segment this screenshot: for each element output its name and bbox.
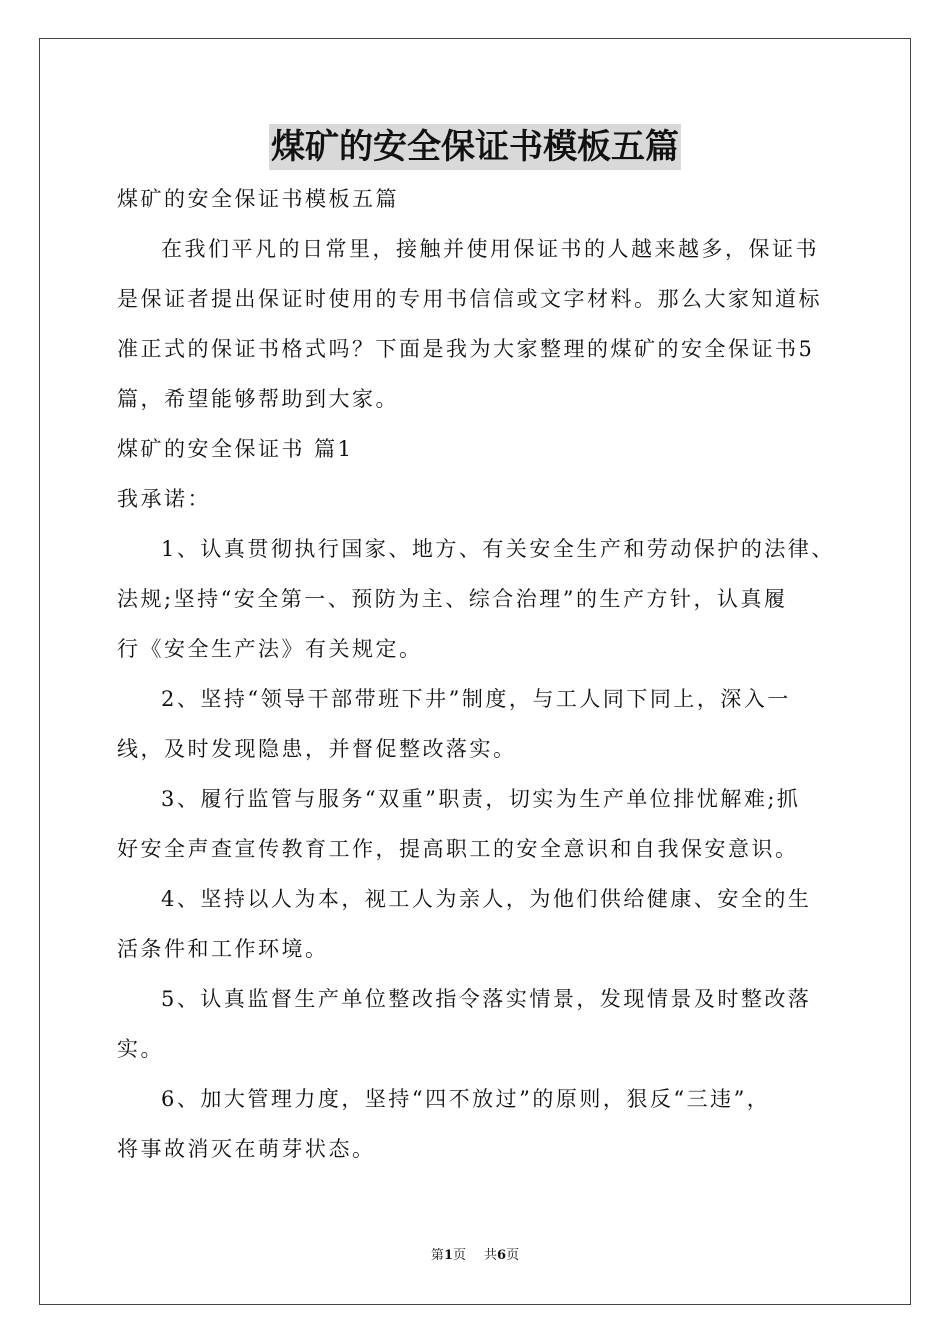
document-body — [117, 174, 837, 1174]
body-line: 1、认真贯彻执行国家、地方、有关安全生产和劳动保护的法律、 — [161, 537, 835, 561]
body-line: 4、坚持以人为本，视工人为亲人，为他们供给健康、安全的生 — [161, 887, 812, 911]
body-line: 准正式的保证书格式吗？下面是我为大家整理的煤矿的安全保证书5 — [117, 337, 815, 361]
body-line: 篇，希望能够帮助到大家。 — [117, 387, 399, 411]
document-title: 煤矿的安全保证书模板五篇 — [269, 124, 681, 170]
title-container — [0, 124, 950, 170]
body-line: 3、履行监管与服务“双重”职责，切实为生产单位排忧解难;抓 — [161, 787, 801, 811]
body-line: 法规;坚持“安全第一、预防为主、综合治理”的生产方针，认真履 — [117, 587, 788, 611]
body-line: 在我们平凡的日常里，接触并使用保证书的人越来越多，保证书 — [161, 237, 819, 261]
body-line: 活条件和工作环境。 — [117, 937, 329, 961]
body-line: 是保证者提出保证时使用的专用书信信或文字材料。那么大家知道标 — [117, 287, 822, 311]
page-total: 6 — [497, 1248, 507, 1263]
total-suffix: 页 — [506, 1248, 520, 1263]
body-line: 煤矿的安全保证书模板五篇 — [117, 187, 399, 211]
body-line: 5、认真监督生产单位整改指令落实情景，发现情景及时整改落 — [161, 987, 812, 1011]
body-line: 线，及时发现隐患，并督促整改落实。 — [117, 737, 517, 761]
body-line: 2、坚持“领导干部带班下井”制度，与工人同下同上，深入一 — [161, 687, 791, 711]
section-heading: 煤矿的安全保证书 篇1 — [117, 437, 354, 461]
page-prefix: 第 — [430, 1248, 444, 1263]
page-footer — [0, 1247, 950, 1265]
body-line: 行《安全生产法》有关规定。 — [117, 637, 423, 661]
page-current: 1 — [443, 1248, 453, 1263]
body-line: 我承诺： — [117, 487, 211, 511]
page-suffix: 页 — [452, 1248, 466, 1263]
body-line: 6、加大管理力度，坚持“四不放过”的原则，狠反“三违”， — [161, 1087, 771, 1111]
body-line: 将事故消灭在萌芽状态。 — [117, 1137, 376, 1161]
total-prefix: 共 — [484, 1248, 498, 1263]
body-line: 好安全声查宣传教育工作，提高职工的安全意识和自我保安意识。 — [117, 837, 799, 861]
body-line: 实。 — [117, 1037, 164, 1061]
